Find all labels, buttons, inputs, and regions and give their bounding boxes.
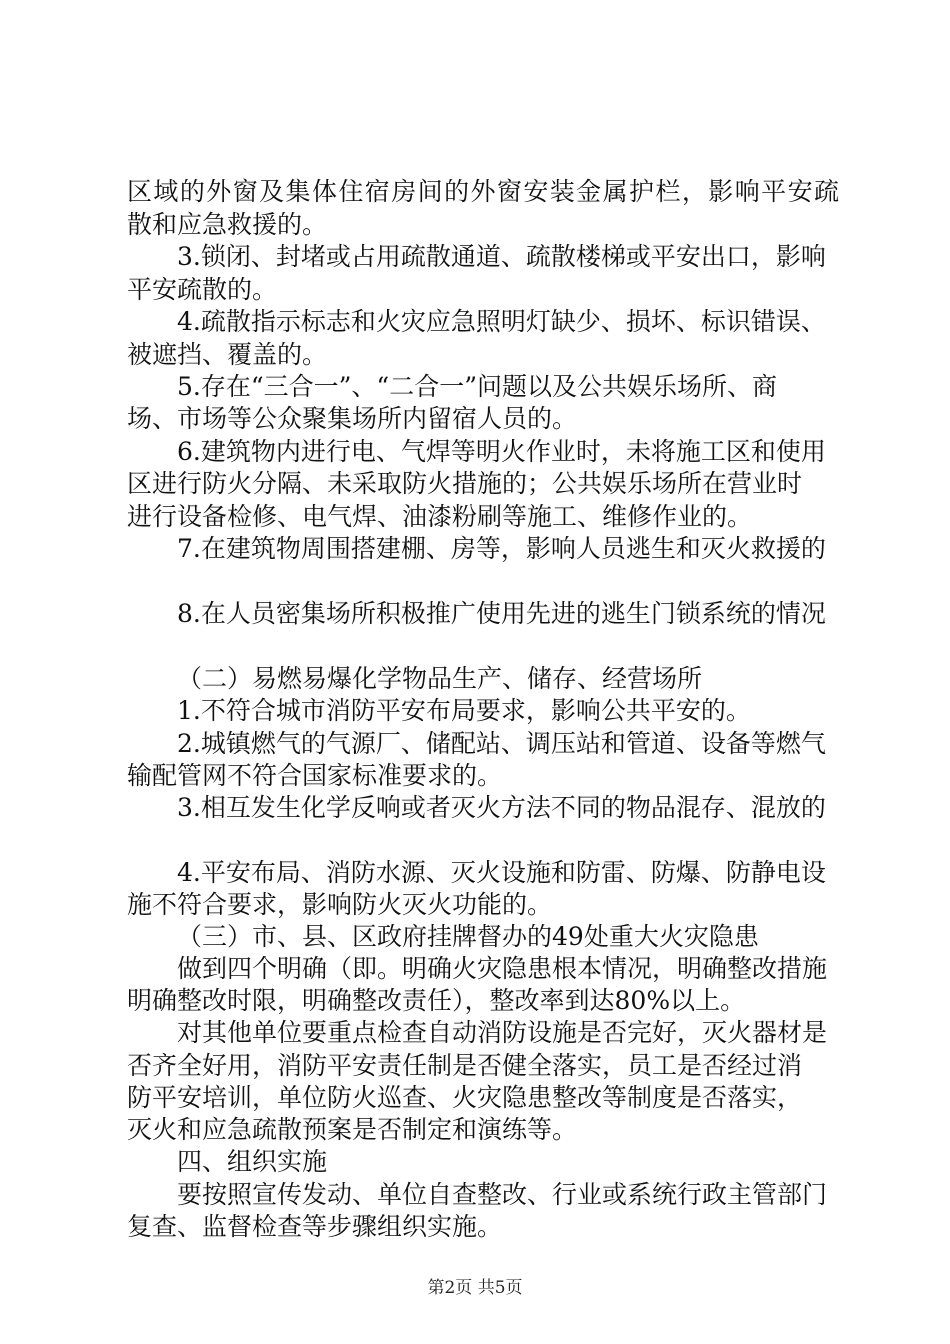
text-line: 对其他单位要重点检查自动消防设施是否完好，灭火器材是: [177, 1018, 828, 1047]
text-line: 否齐全好用，消防平安责任制是否健全落实，员工是否经过消: [127, 1051, 803, 1080]
text-line: 平安疏散的。: [127, 275, 278, 304]
text-line: 要按照宣传发动、单位自查整改、行业或系统行政主管部门: [177, 1180, 828, 1209]
text-line: 被遮挡、覆盖的。: [127, 340, 328, 369]
page-footer: 第2页 共5页: [427, 1278, 523, 1298]
text-line: 防平安培训，单位防火巡查、火灾隐患整改等制度是否落实，: [127, 1083, 803, 1112]
section-heading: （二）易燃易爆化学物品生产、储存、经营场所: [177, 664, 703, 693]
text-line: 1.不符合城市消防平安布局要求，影响公共平安的。: [177, 696, 751, 725]
text-line: 散和应急救援的。: [127, 210, 328, 239]
text-line: 进行设备检修、电气焊、油漆粉刷等施工、维修作业的。: [127, 502, 753, 531]
text-line: 6.建筑物内进行电、气焊等明火作业时，未将施工区和使用: [177, 437, 826, 466]
text-line: 7.在建筑物周围搭建棚、房等，影响人员逃生和灭火救援的: [177, 534, 826, 563]
text-line: 3.相互发生化学反响或者灭火方法不同的物品混存、混放的: [177, 793, 826, 822]
text-line: 4.平安布局、消防水源、灭火设施和防雷、防爆、防静电设: [177, 858, 826, 887]
text-line: 2.城镇燃气的气源厂、储配站、调压站和管道、设备等燃气: [177, 729, 826, 758]
section-heading: （三）市、县、区政府挂牌督办的49处重大火灾隐患: [177, 922, 759, 951]
text-line: 5.存在“三合一”、“二合一”问题以及公共娱乐场所、商: [177, 372, 777, 401]
text-line: 场、市场等公众聚集场所内留宿人员的。: [127, 404, 578, 433]
text-line: 3.锁闭、封堵或占用疏散通道、疏散楼梯或平安出口，影响: [177, 242, 826, 271]
text-line: 复查、监督检查等步骤组织实施。: [127, 1212, 503, 1241]
section-heading: 四、组织实施: [177, 1147, 328, 1176]
text-line: 输配管网不符合国家标准要求的。: [127, 761, 503, 790]
text-line: 施不符合要求，影响防火灭火功能的。: [127, 890, 553, 919]
text-line: 区域的外窗及集体住宿房间的外窗安装金属护栏，影响平安疏: [127, 177, 839, 206]
text-line: 明确整改时限，明确整改责任），整改率到达80%以上。: [127, 986, 746, 1015]
text-line: 灭火和应急疏散预案是否制定和演练等。: [127, 1115, 578, 1144]
text-line: 区进行防火分隔、未采取防火措施的；公共娱乐场所在营业时: [127, 469, 803, 498]
text-line: 做到四个明确（即。明确火灾隐患根本情况，明确整改措施: [177, 954, 828, 983]
text-line: 4.疏散指示标志和火灾应急照明灯缺少、损坏、标识错误、: [177, 307, 826, 336]
text-line: 8.在人员密集场所积极推广使用先进的逃生门锁系统的情况: [177, 599, 826, 628]
